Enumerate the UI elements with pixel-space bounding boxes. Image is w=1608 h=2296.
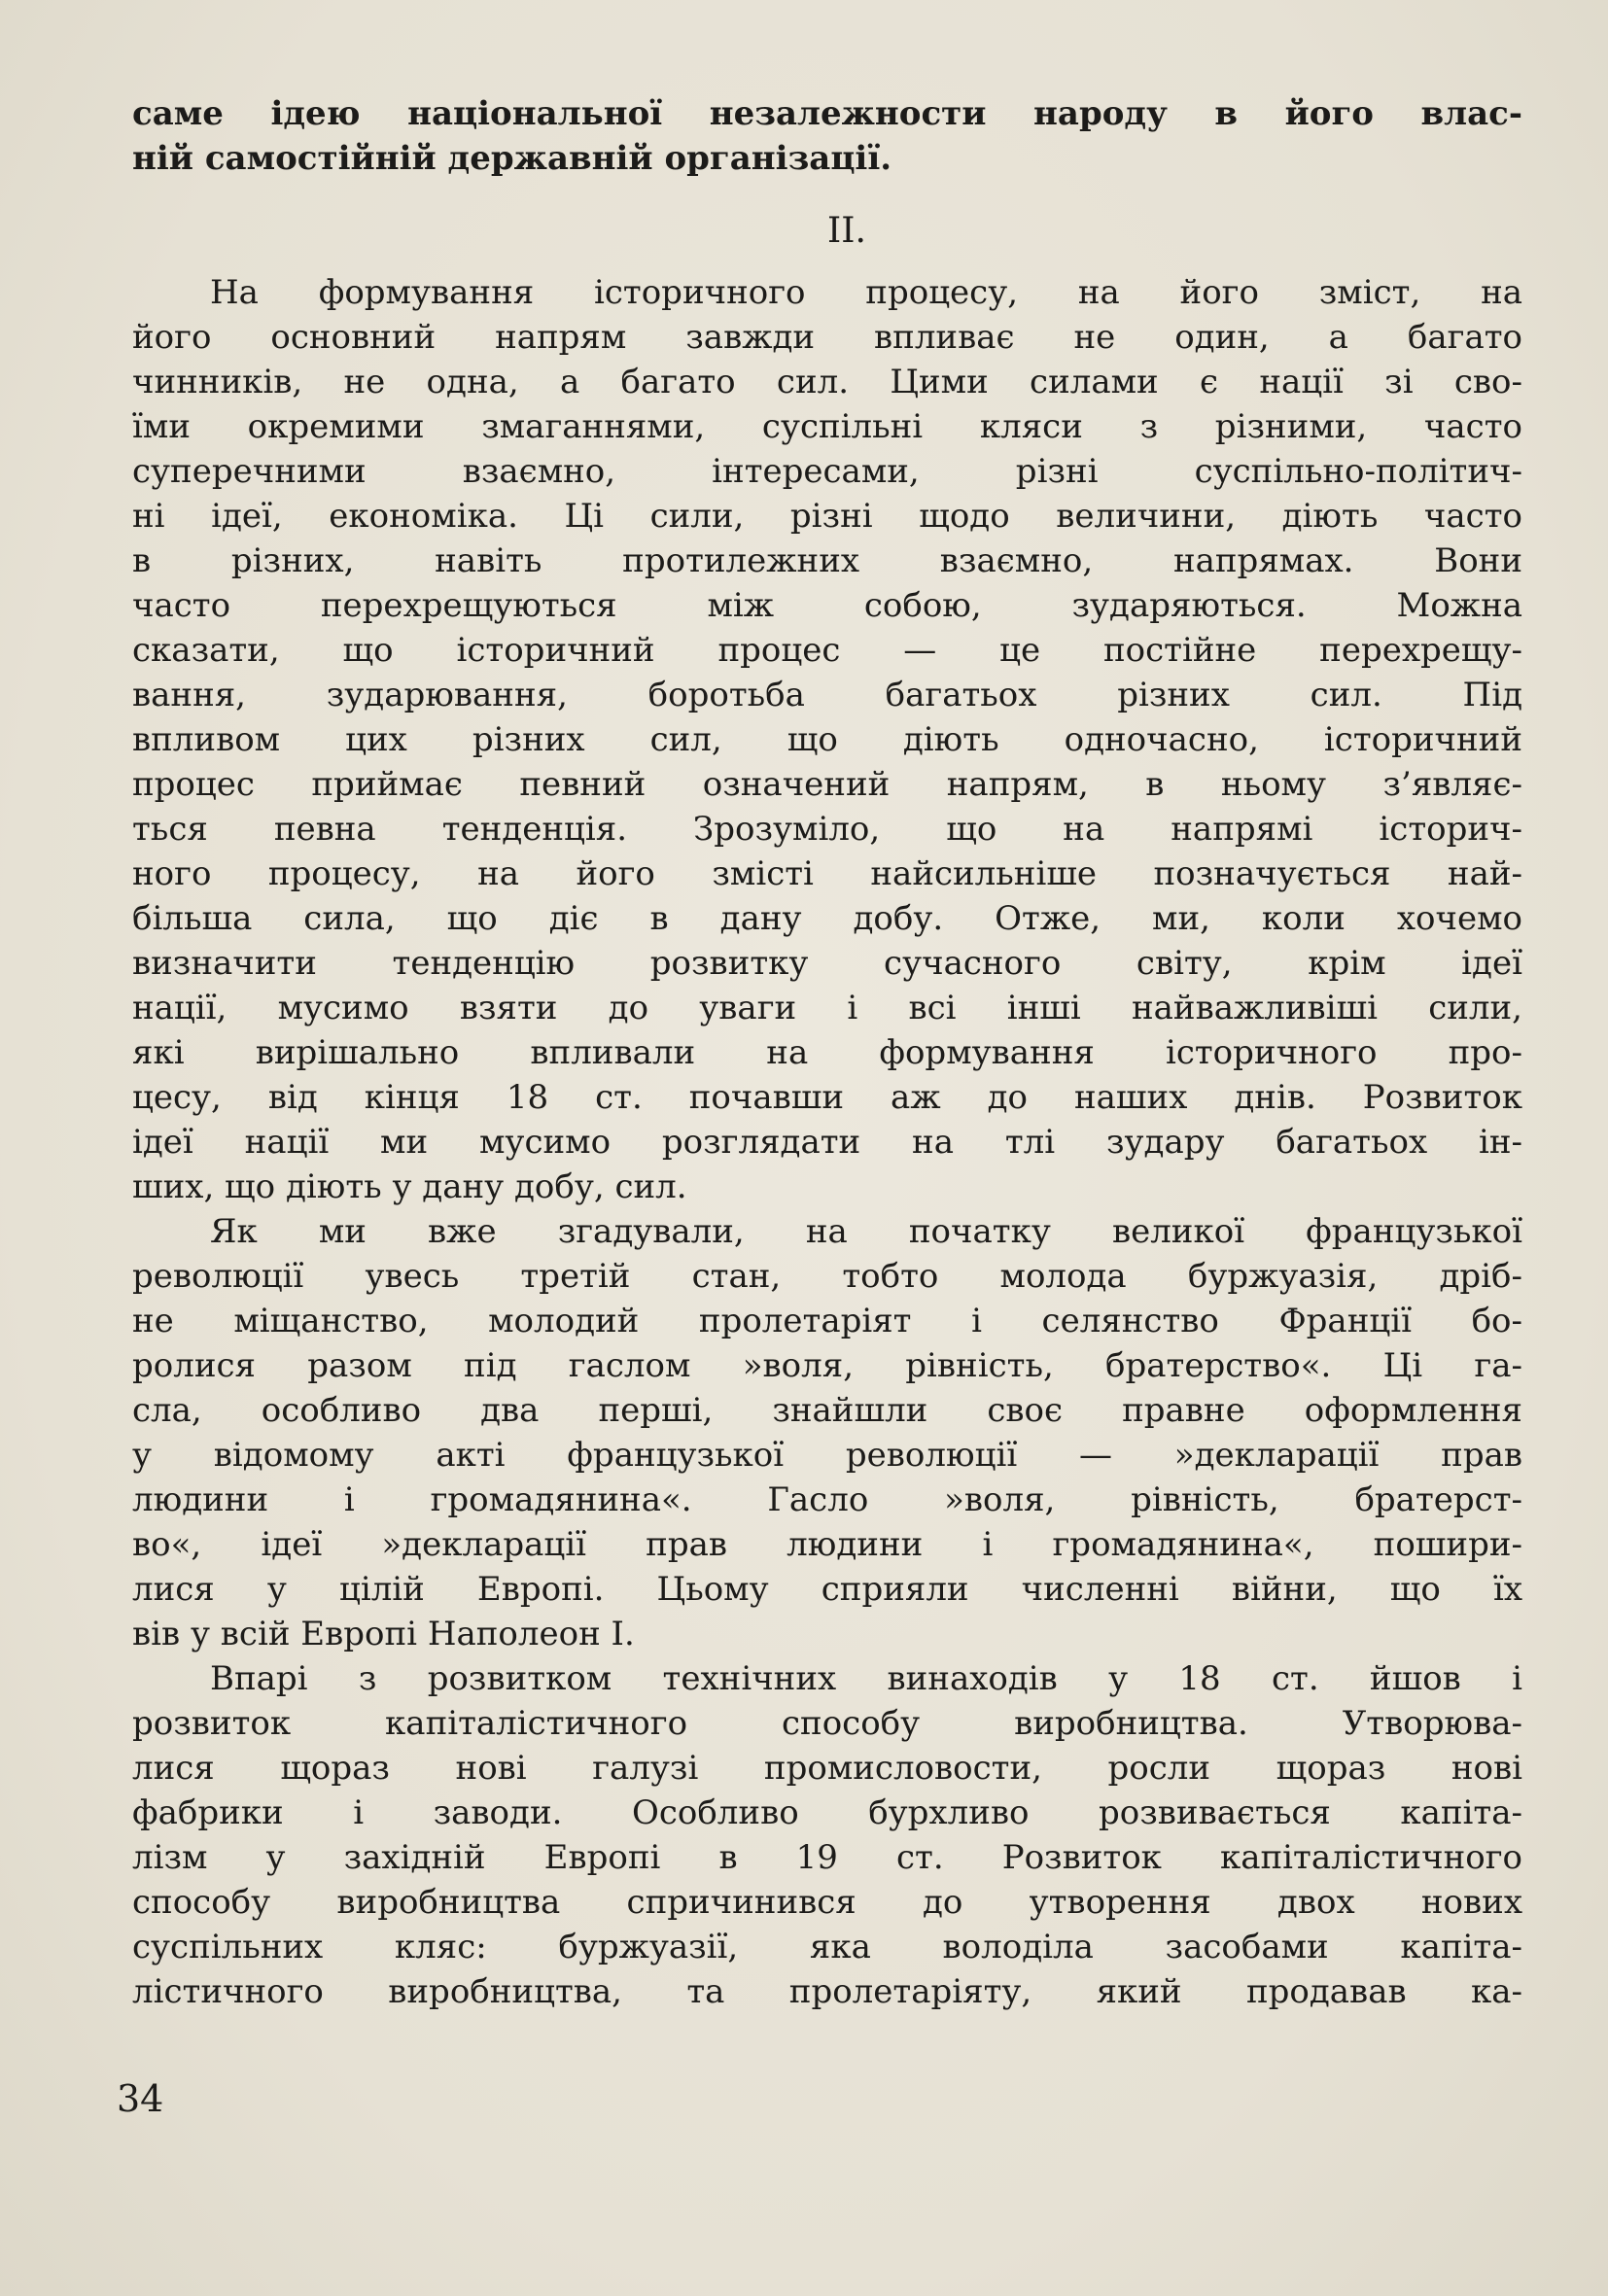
text-line: не міщанство, молодий пролетаріят і селянство Франції бо-: [132, 1302, 1522, 1340]
text-line: способу виробництва спричинився до утворення двох нових: [132, 1883, 1522, 1922]
text-line: во«, ідеї »декларації прав людини і громадянина«, пошири-: [132, 1525, 1522, 1564]
text-line: суспільних кляс: буржуазії, яка володіла засобами капіта-: [132, 1928, 1522, 1966]
text-line: часто перехрещуються між собою, зударяються. Можна: [132, 586, 1522, 625]
page-body: [132, 91, 1522, 2014]
text-line: у відомому акті французької революції — »декларації прав: [132, 1436, 1522, 1475]
text-line: лізм у західній Европі в 19 ст. Розвиток капіталістичного: [132, 1838, 1522, 1877]
text-line: в різних, навіть протилежних взаємно, напрямах. Вони: [132, 541, 1522, 580]
paragraph: [132, 270, 1522, 1209]
text-line: людини і громадянина«. Гасло »воля, рівність, братерст-: [132, 1480, 1522, 1519]
text-line: На формування історичного процесу, на його зміст, на: [210, 273, 1522, 312]
text-line: впливом цих різних сил, що діють одночасно, історичний: [132, 720, 1522, 759]
text-line: лися щораз нові галузі промисловости, росли щораз нові: [132, 1749, 1522, 1788]
paragraph: [132, 1656, 1522, 2014]
text-line: сла, особливо два перші, знайшли своє правне оформлення: [132, 1391, 1522, 1430]
text-line: чинників, не одна, а багато сил. Цими силами є нації зі сво-: [132, 363, 1522, 401]
text-line: розвиток капіталістичного способу виробництва. Утворюва-: [132, 1704, 1522, 1743]
text-line: Впарі з розвитком технічних винаходів у 18 ст. йшов і: [210, 1659, 1522, 1698]
text-line: ного процесу, на його змісті найсильніше позначується най-: [132, 854, 1522, 893]
section-heading: II.: [827, 211, 866, 251]
text-line: фабрики і заводи. Особливо бурхливо розвивається капіта-: [132, 1793, 1522, 1832]
text-line: його основний напрям завжди впливає не один, а багато: [132, 318, 1522, 357]
text-line: ться певна тенденція. Зрозуміло, що на напрямі історич-: [132, 810, 1522, 849]
text-line: нації, мусимо взяти до уваги і всі інші найважливіші сили,: [132, 989, 1522, 1027]
text-line: революції увесь третій стан, тобто молода буржуазія, дріб-: [132, 1257, 1522, 1296]
text-line: процес приймає певний означений напрям, в ньому з’являє-: [132, 765, 1522, 804]
paragraphs: [132, 270, 1522, 2014]
text-line: їми окремими змаганнями, суспільні кляси з різними, часто: [132, 407, 1522, 446]
text-line: ні ідеї, економіка. Ці сили, різні щодо величини, діють часто: [132, 497, 1522, 536]
text-line: лися у цілій Европі. Цьому сприяли численні війни, що їх: [132, 1570, 1522, 1609]
text-line: суперечними взаємно, інтересами, різні суспільно-політич-: [132, 452, 1522, 491]
text-line: вання, зударювання, боротьба багатьох різних сил. Під: [132, 676, 1522, 714]
text-line: ших, що діють у дану добу, сил.: [132, 1167, 687, 1206]
text-line: ролися разом під гаслом »воля, рівність, братерство«. Ці га-: [132, 1346, 1522, 1385]
text-line: лістичного виробництва, та пролетаріяту, який продавав ка-: [132, 1972, 1522, 2011]
intro-line: саме ідею національної незалежности народу в його влас-: [132, 94, 1522, 133]
text-line: ідеї нації ми мусимо розглядати на тлі зудару багатьох ін-: [132, 1123, 1522, 1162]
text-line: вів у всій Европі Наполеон I.: [132, 1615, 635, 1653]
text-line: цесу, від кінця 18 ст. почавши аж до наших днів. Розвиток: [132, 1078, 1522, 1117]
text-line: Як ми вже згадували, на початку великої французької: [210, 1212, 1522, 1251]
text-line: сказати, що історичний процес — це постійне перехрещу-: [132, 631, 1522, 670]
paragraph: [132, 1209, 1522, 1656]
intro-line: ній самостійній державній організації.: [132, 139, 892, 178]
text-line: визначити тенденцію розвитку сучасного світу, крім ідеї: [132, 944, 1522, 983]
text-line: більша сила, що діє в дану добу. Отже, ми, коли хочемо: [132, 899, 1522, 938]
text-line: які вирішально впливали на формування історичного про-: [132, 1033, 1522, 1072]
page-number: 34: [117, 2077, 164, 2120]
